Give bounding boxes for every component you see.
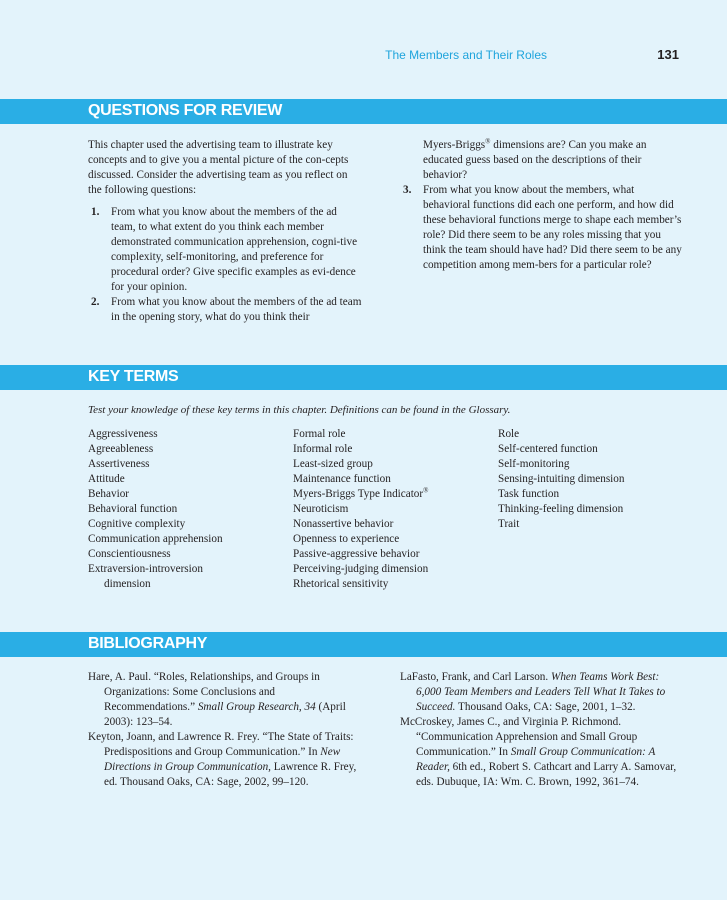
term: Nonassertive behavior	[293, 518, 394, 530]
bibliography-heading: BIBLIOGRAPHY	[88, 635, 208, 652]
term: Openness to experience	[293, 533, 400, 545]
term: Conscientiousness	[88, 548, 171, 560]
term: Attitude	[88, 473, 125, 485]
term: Self-monitoring	[498, 458, 570, 470]
question-3-number: 3.	[403, 184, 412, 196]
bibliography-left-column	[88, 670, 365, 790]
bib-entry-lafasto: LaFasto, Frank, and Carl Larson. When Teams Work Best: 6,000 Team Members and Leaders Tell What It Takes to Succeed. Thousand Oaks, CA: Sage, 2001, 1–32.	[400, 671, 666, 713]
registered-mark: ®	[485, 137, 491, 146]
term: Rhetorical sensitivity	[293, 578, 389, 590]
term: Behavioral function	[88, 503, 178, 515]
terms-column-2	[293, 427, 428, 592]
term-mbti	[293, 487, 428, 502]
term: Aggressiveness	[88, 428, 158, 440]
question-2	[88, 295, 363, 325]
key-terms-heading: KEY TERMS	[88, 368, 179, 385]
term: Agreeableness	[88, 443, 154, 455]
bib-entry-hare: Hare, A. Paul. “Roles, Relationships, and Groups in Organizations: Some Conclusions and Recommendations.” Small Group Research, 34 (April 2003): 123–54.	[88, 671, 346, 728]
question-2-cont-post: dimensions are? Can you make an educated guess based on the descriptions of their behavior?	[423, 139, 647, 181]
question-2-text: From what you know about the members of the ad team in the opening story, what do you think their	[111, 296, 362, 323]
bib-entry-mccroskey: McCroskey, James C., and Virginia P. Richmond. “Communication Apprehension and Small Group Communication.” In Small Group Communication: A Reader, 6th ed., Robert S. Cathcart and Larry A. Samovar, eds. Dubuque, IA: Wm. C. Brown, 1992, 361–74.	[400, 716, 677, 788]
term: Trait	[498, 518, 520, 530]
term: Thinking-feeling dimension	[498, 503, 624, 515]
question-2-number: 2.	[91, 296, 100, 308]
question-1	[88, 205, 363, 295]
review-intro: This chapter used the advertising team to illustrate key concepts and to give you a mental picture of the con-cepts discussed. Consider the advertising team as you reflect on the following questions:	[88, 139, 349, 196]
term: Role	[498, 428, 520, 440]
term-continuation: dimension	[104, 578, 151, 590]
term: Maintenance function	[293, 473, 391, 485]
registered-mark: ®	[423, 486, 429, 495]
question-1-text: From what you know about the members of the ad team, to what extent do you think each member demonstrated communication apprehension, cogni-tive complexity, self-monitoring, and preference for procedural order? Give specific examples as evi-dence for your opinion.	[111, 206, 358, 293]
section-band-key-terms	[0, 365, 727, 390]
term: Self-centered function	[498, 443, 598, 455]
question-2-cont-pre: Myers-Briggs	[423, 139, 486, 151]
term: Least-sized group	[293, 458, 373, 470]
term: Communication apprehension	[88, 533, 223, 545]
running-head	[0, 48, 727, 66]
question-2-continued	[400, 138, 682, 183]
review-left-column	[88, 138, 363, 325]
key-terms-intro: Test your knowledge of these key terms in this chapter. Definitions can be found in the Glossary.	[88, 404, 511, 416]
question-3	[400, 183, 682, 273]
term: Passive-aggressive behavior	[293, 548, 420, 560]
bib-entry-keyton: Keyton, Joann, and Lawrence R. Frey. “The State of Traits: Predispositions and Group Communication.” In New Directions in Group Communication, Lawrence R. Frey, ed. Thousand Oaks, CA: Sage, 2002, 99–120.	[88, 731, 357, 788]
term: Cognitive complexity	[88, 518, 186, 530]
term: Sensing-intuiting dimension	[498, 473, 625, 485]
term-mbti-text: Myers-Briggs Type Indicator	[293, 488, 424, 500]
term: Formal role	[293, 428, 346, 440]
running-title: The Members and Their Roles	[385, 48, 547, 62]
term: Neuroticism	[293, 503, 349, 515]
terms-column-1	[88, 427, 223, 592]
term: Perceiving-judging dimension	[293, 563, 429, 575]
review-right-column	[400, 138, 682, 273]
review-heading: QUESTIONS FOR REVIEW	[88, 102, 283, 119]
section-band-bibliography	[0, 632, 727, 657]
section-band-review	[0, 99, 727, 124]
term: Extraversion-introversion	[88, 563, 203, 575]
term: Behavior	[88, 488, 130, 500]
term: Assertiveness	[88, 458, 150, 470]
bibliography-right-column	[400, 670, 682, 790]
term: Task function	[498, 488, 560, 500]
question-1-number: 1.	[91, 206, 100, 218]
terms-column-3	[498, 427, 624, 532]
term: Informal role	[293, 443, 353, 455]
page-number: 131	[657, 47, 679, 62]
question-3-text: From what you know about the members, what behavioral functions did each one perform, and how did these behavioral functions merge to shape each member’s role? Did there seem to be any roles missing that you think the team should have had? Did there seem to be any competition among mem-bers for a particular role?	[423, 184, 682, 271]
